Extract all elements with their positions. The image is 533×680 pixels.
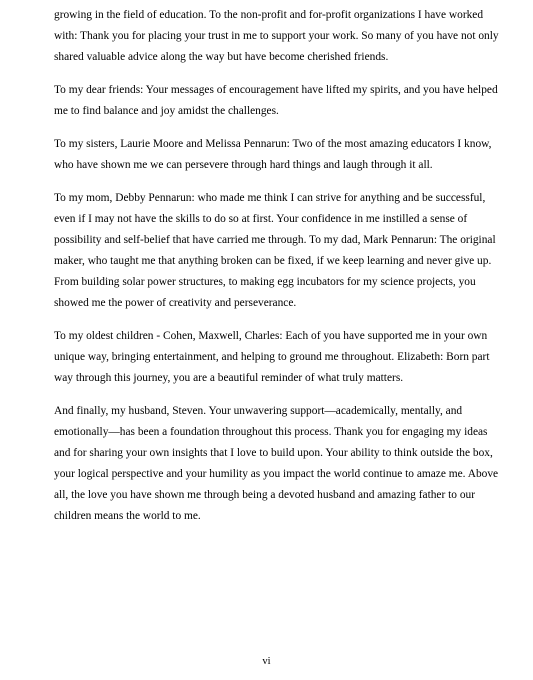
paragraph-parents: To my mom, Debby Pennarun: who made me think I can strive for anything and be successful, even if I may not have the skills to do so at first. Your confidence in me instilled a sense of possibility and self-belief that have carried me through. To my dad, Mark Pennarun: The original maker, who taught me that anything broken can be fixed, if we keep learning and never give up. From building solar power structures, to making egg incubators for my science projects, you showed me the power of creativity and perseverance. — [54, 192, 496, 309]
page-number: vi — [262, 656, 271, 667]
paragraph-husband: And finally, my husband, Steven. Your unwavering support—academically, mentally, and emotionally—has been a foundation throughout this process. Thank you for engaging my ideas and for sharing your own insights that I love to build upon. Your ability to think outside the box, your logical perspective and your humility as you impact the world continue to amaze me. Above all, the love you have shown me through being a devoted husband and amazing father to our children means the world to me. — [54, 405, 499, 522]
paragraph-education-organizations: growing in the field of education. To the non-profit and for-profit organizations I have worked with: Thank you for placing your trust in me to support your work. So many of you have not only shared valuable advice along the way but have become cherished friends. — [54, 9, 499, 63]
acknowledgments-body — [54, 5, 506, 539]
paragraph-sisters: To my sisters, Laurie Moore and Melissa Pennarun: Two of the most amazing educators I know, who have shown me we can persevere through hard things and laugh through it all. — [54, 138, 492, 171]
paragraph-friends: To my dear friends: Your messages of encouragement have lifted my spirits, and you have helped me to find balance and joy amidst the challenges. — [54, 84, 498, 117]
paragraph-children: To my oldest children - Cohen, Maxwell, Charles: Each of you have supported me in your own unique way, bringing entertainment, and helping to ground me throughout. Elizabeth: Born part way through this journey, you are a beautiful reminder of what truly matters. — [54, 330, 490, 384]
